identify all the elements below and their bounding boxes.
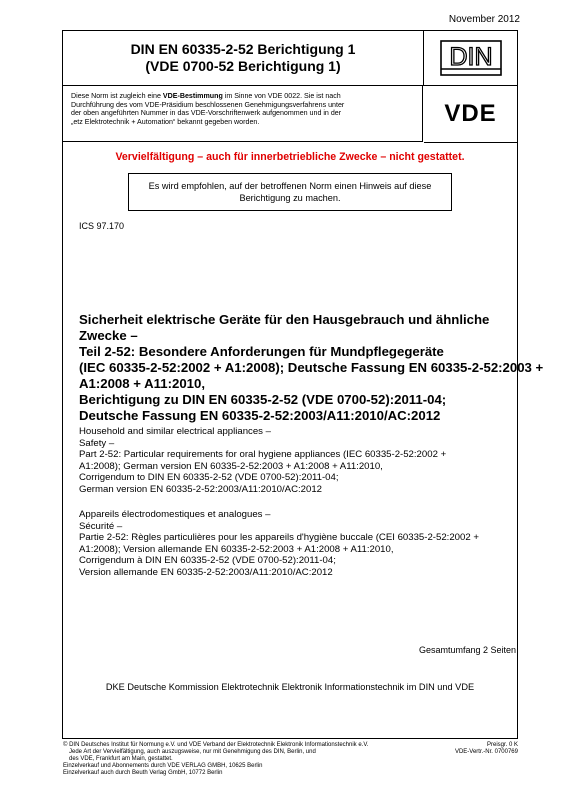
- title-en-line: German version EN 60335-2-52:2003/A11:2010/AC:2012: [79, 483, 323, 495]
- title-fr-line: A1:2008); Version allemande EN 60335-2-52:2003 + A1:2008 + A11:2010,: [79, 543, 394, 555]
- dke-committee: DKE Deutsche Kommission Elektrotechnik Elektronik Informationstechnik im DIN und VDE: [105, 682, 475, 692]
- standard-title-line1: DIN EN 60335-2-52 Berichtigung 1: [130, 41, 356, 57]
- vde-logo: [424, 86, 517, 143]
- vde-note: [63, 86, 423, 142]
- footer-line: Einzelverkauf und Abonnements durch VDE VERLAG GMBH, 10625 Berlin: [63, 763, 263, 769]
- vde-note-line4: „etz Elektrotechnik + Automation“ bekannt gegeben worden.: [71, 117, 260, 126]
- title-en-line: Part 2-52: Particular requirements for oral hygiene appliances (IEC 60335-2-52:2002 +: [79, 449, 447, 461]
- standard-title-box: [63, 31, 424, 86]
- title-en-line: Household and similar electrical appliances –: [79, 426, 271, 437]
- title-de-line: Deutsche Fassung EN 60335-2-52:2003/A11:2010/AC:2012: [79, 408, 441, 423]
- title-fr-line: Appareils électrodomestiques et analogues –: [79, 509, 271, 520]
- advice-box: Es wird empfohlen, auf der betroffenen Norm einen Hinweis auf diese Berichtigung zu machen.: [128, 173, 452, 211]
- issue-date: November 2012: [448, 14, 520, 25]
- title-de-line: A1:2008 + A11:2010,: [79, 376, 205, 391]
- title-french: [79, 509, 509, 579]
- price-info: [455, 742, 518, 756]
- title-german: [79, 312, 544, 424]
- title-de-line: Teil 2-52: Besondere Anforderungen für Mundpflegegeräte: [79, 344, 444, 359]
- din-logo: [424, 31, 517, 86]
- title-en-line: Corrigendum to DIN EN 60335-2-52 (VDE 0700-52):2011-04;: [79, 472, 339, 484]
- footer-line: © DIN Deutsches Institut für Normung e.V. und VDE Verband der Elektrotechnik Elektronik Informationstechnik e.V.: [63, 742, 369, 748]
- title-fr-line: Partie 2-52: Règles particulières pour les appareils d'hygiène buccale (CEI 60335-2-52:2002 +: [79, 532, 479, 544]
- title-fr-line: Corrigendum à DIN EN 60335-2-52 (VDE 0700-52):2011-04;: [79, 555, 336, 567]
- copy-warning: Vervielfältigung – auch für innerbetriebliche Zwecke – nicht gestattet.: [115, 151, 465, 163]
- vde-note-bold: VDE-Bestimmung: [162, 92, 223, 100]
- page-count: Gesamtumfang 2 Seiten: [418, 645, 516, 655]
- footer-line: Einzelverkauf auch durch Beuth Verlag GmbH, 10772 Berlin: [63, 770, 223, 776]
- vde-vertr-nr: VDE-Vertr.-Nr. 0700769: [454, 749, 518, 755]
- vde-note-rest: im Sinne von VDE 0022. Sie ist nach: [222, 92, 341, 100]
- vde-note-prefix: Diese Norm ist zugleich eine: [71, 92, 163, 100]
- title-de-line: Berichtigung zu DIN EN 60335-2-52 (VDE 0700-52):2011-04;: [79, 392, 447, 407]
- title-de-line: (IEC 60335-2-52:2002 + A1:2008); Deutsche Fassung EN 60335-2-52:2003 +: [79, 360, 544, 375]
- din-logo-text: DIN: [448, 43, 493, 71]
- vde-note-line3: der oben angeführten Nummer in das VDE-Vorschriftenwerk aufgenommen und in der: [71, 109, 342, 118]
- title-fr-line: Sécurité –: [79, 520, 123, 532]
- footer-line: des VDE, Frankfurt am Main, gestattet.: [69, 756, 173, 762]
- ics-code: ICS 97.170: [79, 221, 125, 231]
- title-de-line: Zwecke –: [79, 328, 138, 343]
- copyright-footer: [63, 742, 463, 777]
- price-group: Preisgr. 0 K: [486, 742, 518, 748]
- standard-title-line2: (VDE 0700-52 Berichtigung 1): [145, 58, 341, 74]
- vde-note-line2: Durchführung des vom VDE-Präsidium beschlossenen Genehmigungsverfahrens unter: [71, 100, 345, 109]
- title-de-line: Sicherheit elektrische Geräte für den Hausgebrauch und ähnliche: [79, 312, 490, 327]
- title-en-line: A1:2008); German version EN 60335-2-52:2003 + A1:2008 + A11:2010,: [79, 460, 383, 472]
- vde-logo-text: VDE: [444, 100, 497, 127]
- title-en-line: Safety –: [79, 437, 115, 449]
- title-english: [79, 426, 509, 496]
- title-fr-line: Version allemande EN 60335-2-52:2003/A11:2010/AC:2012: [79, 566, 333, 578]
- din-logo-icon: [440, 40, 502, 76]
- vde-note-line1: [71, 92, 414, 101]
- footer-line: Jede Art der Vervielfältigung, auch auszugsweise, nur mit Genehmigung des DIN, Berlin, und: [69, 749, 316, 755]
